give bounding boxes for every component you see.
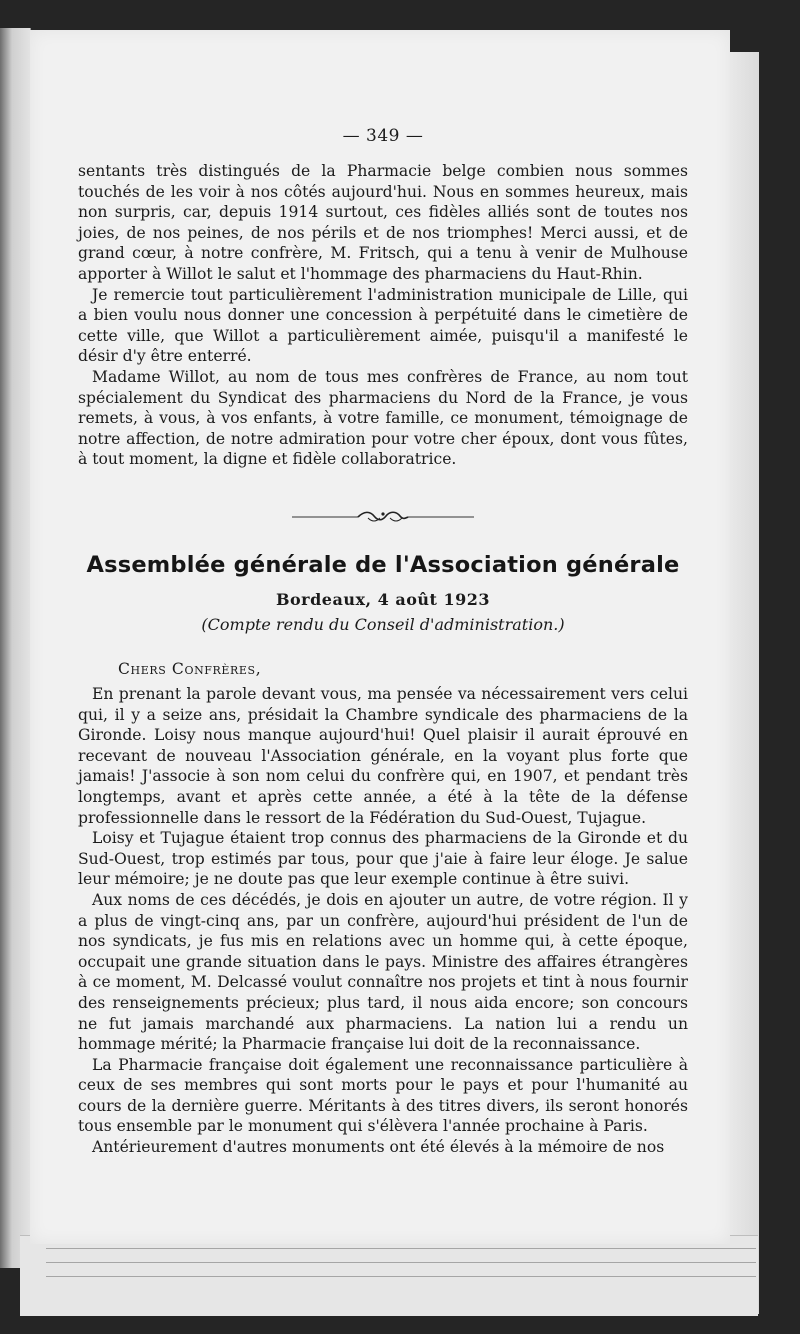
- intro-text: [78, 161, 688, 470]
- stack-line: [46, 1276, 756, 1277]
- paragraph: Aux noms de ces décédés, je dois en ajouter un autre, de votre région. Il y a plus de vingt-cinq ans, par un confrère, aujourd'hui président de l'un de nos syndicats, je fus mis en relations avec un homme qui, à cette époque, occupait une grande situation dans le pays. Ministre des affaires étrangères à ce moment, M. Delcassé voulut connaître nos projets et tint à nous fournir des renseignements précieux; plus tard, il nous aida encore; son concours ne fut jamais marchandé aux pharmaciens. La nation lui a rendu un hommage mérité; la Pharmacie française lui doit de la reconnaissance.: [78, 890, 688, 1054]
- section-note: (Compte rendu du Conseil d'administration.): [201, 615, 565, 634]
- page-number: — 349 —: [342, 126, 424, 146]
- paragraph: Madame Willot, au nom de tous mes confrères de France, au nom tout spécialement du Syndicat des pharmaciens du Nord de la France, je vous remets, à vous, à vos enfants, à votre famille, ce monument, témoignage de notre affection, de notre admiration pour votre cher époux, dont vous fûtes, à tout moment, la digne et fidèle collaboratrice.: [78, 367, 688, 469]
- scanned-page: [30, 30, 730, 1244]
- stack-line: [46, 1248, 756, 1249]
- paragraph: En prenant la parole devant vous, ma pensée va nécessairement vers celui qui, il y a seize ans, présidait la Chambre syndicale des pharmaciens de la Gironde. Loisy nous manque aujourd'hui! Quel plaisir il aurait éprouvé en recevant de nouveau l'Association générale, en la voyant plus forte que jamais! J'associe à son nom celui du confrère qui, en 1907, et pendant très longtemps, avant et après cette année, a été à la tête de la défense professionnelle dans le ressort de la Fédération du Sud-Ouest, Tujague.: [78, 685, 688, 827]
- page-stack-bottom: [20, 1235, 758, 1316]
- underlying-page-edge-right: [728, 52, 759, 1314]
- section-heading: Assemblée générale de l'Association générale: [86, 552, 680, 578]
- paragraph: La Pharmacie française doit également une reconnaissance particulière à ceux de ses membres qui sont morts pour le pays et pour l'humanité au cours de la dernière guerre. Méritants à des titres divers, ils seront honorés tous ensemble par le monument qui s'élèvera l'année prochaine à Paris.: [78, 1055, 688, 1136]
- stack-line: [46, 1262, 756, 1263]
- section-subheading: Bordeaux, 4 août 1923: [275, 590, 491, 609]
- paragraph: sentants très distingués de la Pharmacie belge combien nous sommes touchés de les voir à nos côtés aujourd'hui. Nous en sommes heureux, mais non surpris, car, depuis 1914 surtout, ces fidèles alliés sont de toutes nos joies, de nos peines, de nos périls et de nos triomphes! Merci aussi, et de grand cœur, à notre confrère, M. Fritsch, qui a tenu à venir de Mulhouse apporter à Willot le salut et l'hommage des pharmaciens du Haut-Rhin.: [78, 162, 688, 283]
- underlying-page-edge-left: [0, 28, 31, 1268]
- salutation: Chers Confrères,: [118, 660, 262, 678]
- separator-ornament: [290, 506, 476, 526]
- paragraph: Antérieurement d'autres monuments ont été élevés à la mémoire de nos: [92, 1138, 665, 1157]
- paragraph: Je remercie tout particulièrement l'administration municipale de Lille, qui a bien voulu nous donner une concession à perpétuité dans le cimetière de cette ville, que Willot a particulièrement aimée, puisqu'il a manifesté le désir d'y être enterré.: [78, 285, 688, 366]
- speech-text: [78, 684, 688, 1158]
- paragraph: Loisy et Tujague étaient trop connus des pharmaciens de la Gironde et du Sud-Ouest, trop estimés par tous, pour que j'aie à faire leur éloge. Je salue leur mémoire; je ne doute pas que leur exemple continue à être suivi.: [78, 829, 688, 889]
